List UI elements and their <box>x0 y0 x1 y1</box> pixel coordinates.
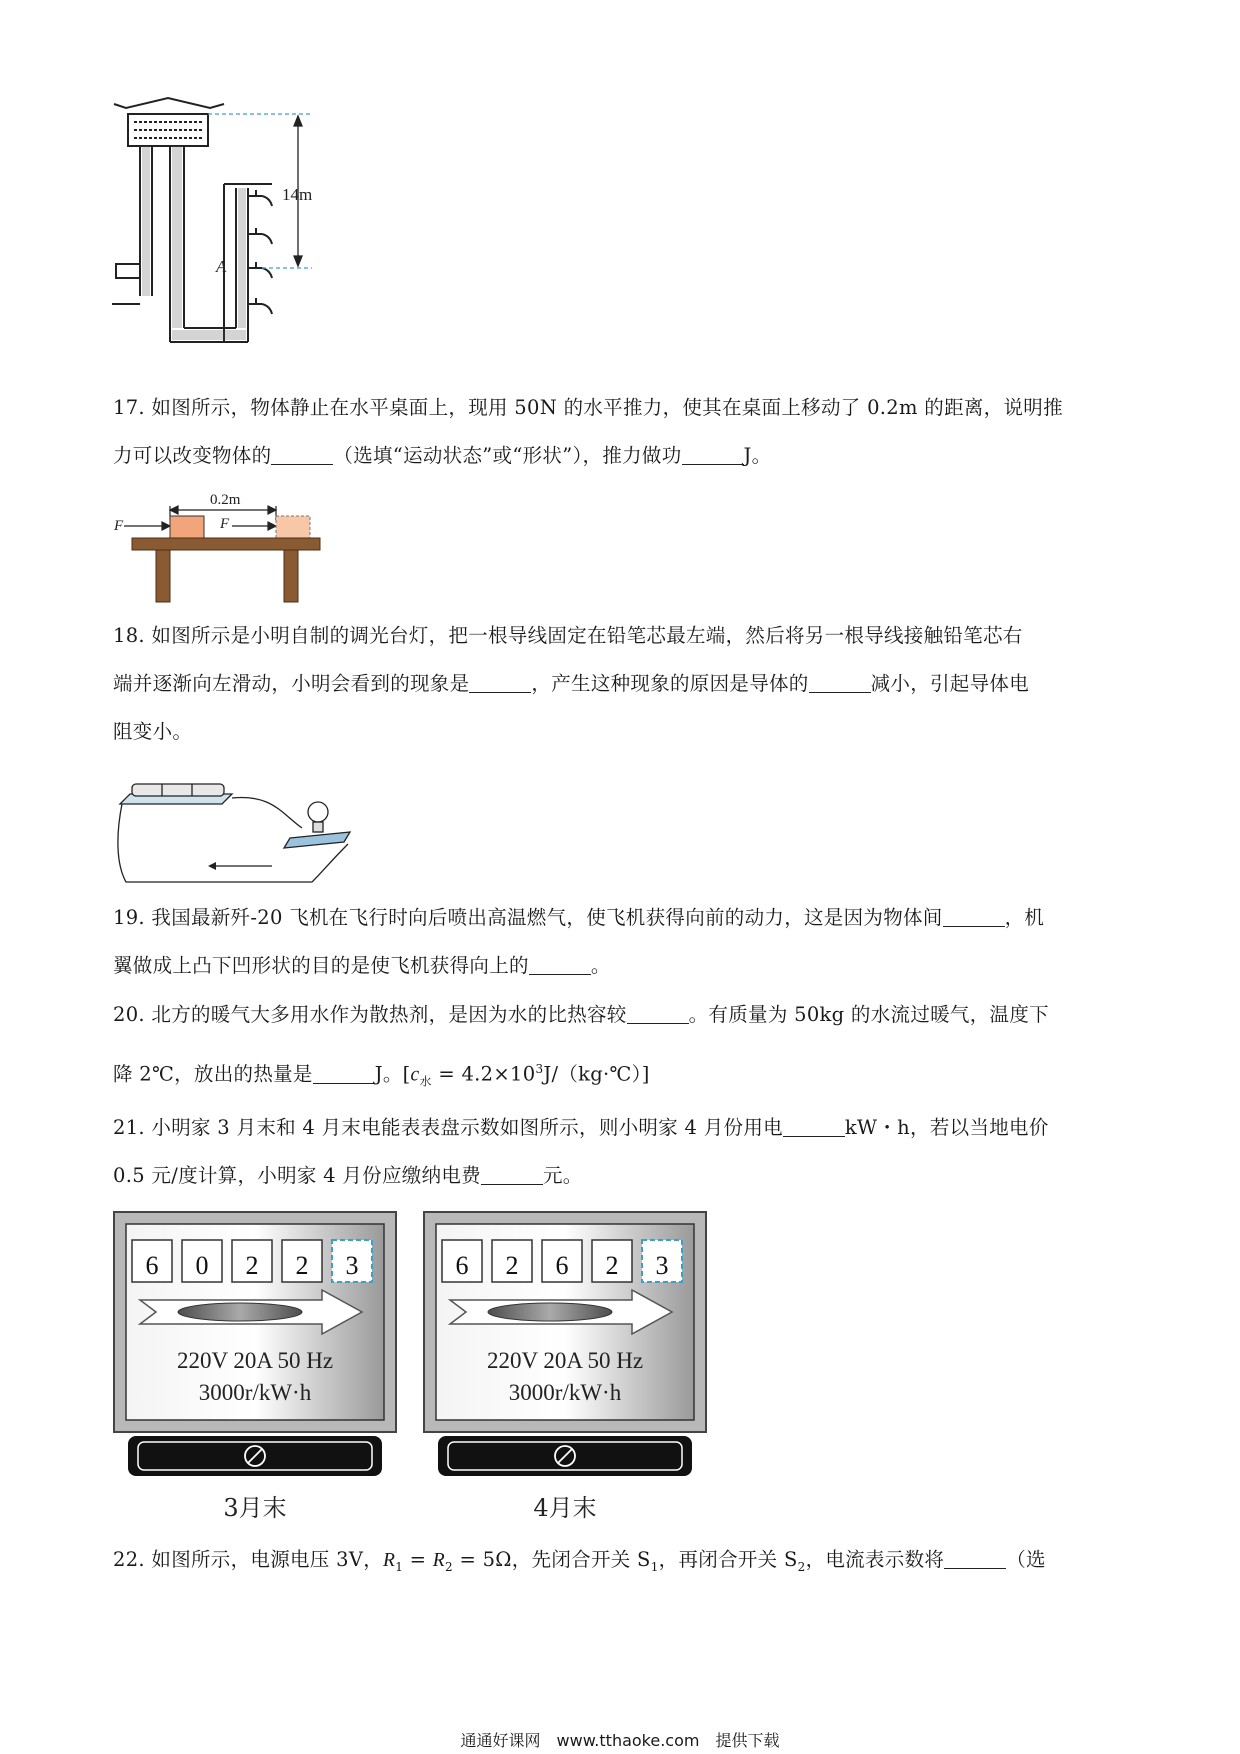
question-18 <box>113 612 1133 756</box>
answer-blank[interactable] <box>944 1548 1006 1569</box>
meter-digit: 2 <box>295 1251 309 1280</box>
meter-digit: 6 <box>145 1251 159 1280</box>
meter-spec-1: 220V 20A 50 Hz <box>486 1348 644 1373</box>
force-label-right: F <box>220 516 230 532</box>
meter-caption: 3月末 <box>223 1494 287 1522</box>
distance-label: 0.2m <box>210 492 241 508</box>
q17-line2: 力可以改变物体的 （选填“运动状态”或“形状”），推力做功 J。 <box>113 444 772 467</box>
q17-line1: 17. 如图所示，物体静止在水平桌面上，现用 50N 的水平推力，使其在桌面上移动了 0.2m 的距离，说明推 <box>113 396 1063 419</box>
answer-blank[interactable] <box>469 672 531 693</box>
height-label: 14m <box>282 185 313 204</box>
meter-digit: 3 <box>345 1251 359 1280</box>
block <box>170 516 204 538</box>
q18-line1: 18. 如图所示是小明自制的调光台灯，把一根导线固定在铅笔芯最左端，然后将另一根导线接触铅笔芯右 <box>113 624 1023 647</box>
answer-blank[interactable] <box>313 1063 375 1084</box>
table-leg-left <box>156 550 170 602</box>
meter-caption: 4月末 <box>533 1494 597 1522</box>
meter-spec-1: 220V 20A 50 Hz <box>176 1348 334 1373</box>
footer-source: 通通好课网 www.tthaoke.com 提供下载 <box>460 1731 780 1750</box>
question-22 <box>113 1536 1133 1591</box>
meter-digit: 6 <box>455 1251 469 1280</box>
electricity-meter <box>114 1212 396 1522</box>
answer-blank[interactable] <box>809 672 871 693</box>
answer-blank[interactable] <box>271 444 333 465</box>
table-top <box>132 538 320 550</box>
answer-blank[interactable] <box>943 906 1005 927</box>
water-tower-figure <box>112 96 332 380</box>
meter-digit: 3 <box>655 1251 669 1280</box>
meter-disc <box>178 1303 302 1321</box>
answer-blank[interactable] <box>682 444 744 465</box>
q19-line1: 19. 我国最新歼-20 飞机在飞行时向后喷出高温燃气，使飞机获得向前的动力，这是因为物体间 ，机 <box>113 906 1045 929</box>
meter-digit: 0 <box>195 1251 209 1280</box>
answer-blank[interactable] <box>627 1003 689 1024</box>
question-17 <box>113 384 1133 480</box>
meter-digit: 6 <box>555 1251 569 1280</box>
q18-line2: 端并逐渐向左滑动，小明会看到的现象是 ，产生这种现象的原因是导体的 减小，引起导体电 <box>113 672 1030 695</box>
answer-blank[interactable] <box>529 954 591 975</box>
q20-line1: 20. 北方的暖气大多用水作为散热剂，是因为水的比热容较 。有质量为 50kg 的水流过暖气，温度下 <box>113 1003 1049 1026</box>
electricity-meters-figure <box>112 1210 712 1530</box>
point-a-label: A <box>216 257 227 276</box>
answer-blank[interactable] <box>481 1164 543 1185</box>
meter-digit: 2 <box>605 1251 619 1280</box>
question-19 <box>113 894 1133 990</box>
meter-disc <box>488 1303 612 1321</box>
q20-line2: 降 2℃，放出的热量是 J。[$c_水$ = $4.2\times 10^3J/(kg\cdot℃)$] <box>113 1062 650 1089</box>
meter-spec-2: 3000r/kW·h <box>508 1380 622 1405</box>
q18-line3: 阻变小。 <box>113 720 193 743</box>
lamp-circuit-figure <box>112 774 352 892</box>
force-label-left: F <box>114 518 124 534</box>
meter-spec-2: 3000r/kW·h <box>198 1380 312 1405</box>
block-moved <box>276 516 310 538</box>
answer-blank[interactable] <box>783 1116 845 1137</box>
meter-digit: 2 <box>245 1251 259 1280</box>
table-push-figure <box>112 492 332 604</box>
q21-line2: 0.5 元/度计算，小明家 4 月份应缴纳电费 元。 <box>113 1164 583 1187</box>
q19-line2: 翼做成上凸下凹形状的目的是使飞机获得向上的 。 <box>113 954 611 977</box>
q22-line1: 22. 如图所示，电源电压 3V，$R_1 = R_2 = 5\Omega$，先闭合开关 $S_1$，再闭合开关 $S_2$，电流表示数将 （选 <box>113 1548 1046 1574</box>
q21-line1: 21. 小明家 3 月末和 4 月末电能表表盘示数如图所示，则小明家 4 月份用电 kW・h，若以当地电价 <box>113 1116 1049 1139</box>
electricity-meter <box>424 1212 706 1522</box>
question-20 <box>113 988 1133 1108</box>
table-leg-right <box>284 550 298 602</box>
question-21 <box>113 1104 1133 1200</box>
meter-digit: 2 <box>505 1251 519 1280</box>
